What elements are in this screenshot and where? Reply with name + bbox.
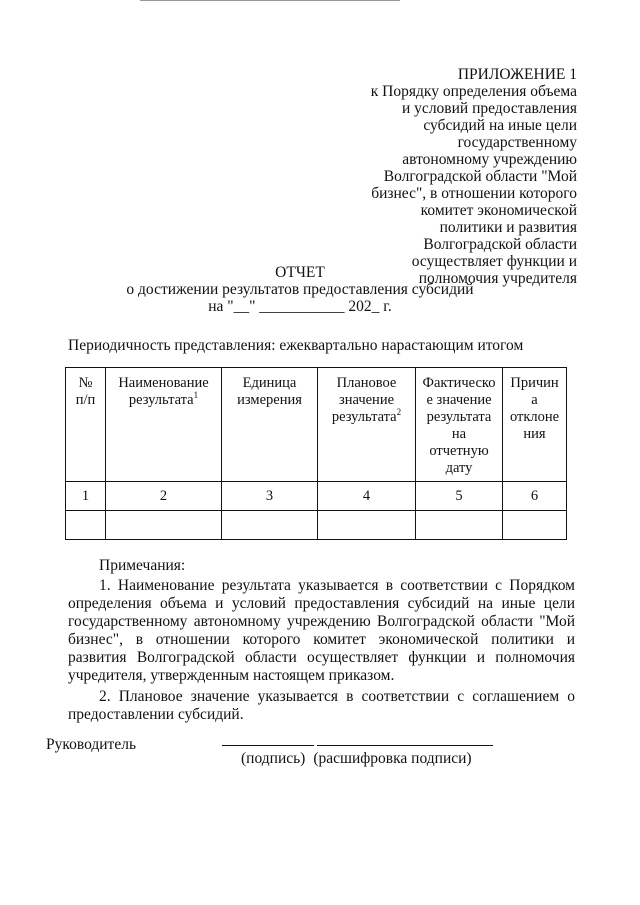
header-result-name-label: Наименование результата <box>118 375 209 408</box>
annex-line: осуществляет функции и <box>411 253 577 270</box>
header-cell <box>318 368 416 482</box>
annex-line: Волгоградской области "Мой <box>383 168 577 185</box>
empty-cell <box>222 511 318 540</box>
header-cell <box>106 368 222 482</box>
annex-line: субсидий на иные цели <box>423 117 577 134</box>
header-number-label: № п/п <box>75 375 96 408</box>
signature-captions <box>241 750 472 767</box>
column-number-cell: 4 <box>318 482 416 511</box>
header-cell <box>66 368 106 482</box>
column-number-cell: 5 <box>416 482 503 511</box>
periodicity-text: Периодичность представления: ежеквартально нарастающим итогом <box>68 337 524 354</box>
report-date-line: на "__" ___________ 202_ г. <box>208 298 392 315</box>
annex-line: Волгоградской области <box>423 236 577 253</box>
annex-line: комитет экономической <box>420 202 577 219</box>
header-cell <box>503 368 567 482</box>
transcript-line <box>317 745 493 746</box>
note-item: 2. Плановое значение указывается в соответствии с соглашением о предоставлении субсидий. <box>68 688 575 723</box>
annex-line: полномочия учредителя <box>418 270 577 287</box>
empty-cell <box>66 511 106 540</box>
column-number-cell: 3 <box>222 482 318 511</box>
annex-line: политики и развития <box>439 219 577 236</box>
report-heading <box>0 264 600 315</box>
footnote-marker: 2 <box>396 407 402 417</box>
annex-block <box>340 66 577 287</box>
empty-cell <box>416 511 503 540</box>
table-header-row <box>66 368 567 482</box>
notes-heading: Примечания: <box>99 557 186 574</box>
empty-cell <box>318 511 416 540</box>
header-cell <box>416 368 503 482</box>
empty-cell <box>106 511 222 540</box>
note-item: 1. Наименование результата указывается в соответствии с Порядком определения объема и условий предоставления субсидий на иные цели государственному автономному учреждению Волгоградской области "Мой бизнес", в отношении которого комитет экономической политики и развития Волгоградской области осуществляет функции и полномочия учредителя, утвержденным настоящем приказом. <box>68 577 575 684</box>
notes-section <box>68 557 575 724</box>
footnote-marker: 1 <box>193 390 199 400</box>
header-deviation-reason-label: Причин а отклоне ния <box>509 375 560 442</box>
table-empty-row <box>66 511 567 540</box>
annex-line: автономному учреждению <box>402 151 577 168</box>
empty-cell <box>503 511 567 540</box>
header-cell <box>222 368 318 482</box>
annex-title: ПРИЛОЖЕНИЕ 1 <box>457 66 577 83</box>
scan-top-rule <box>140 0 400 1</box>
signature-caption: (подпись) <box>241 750 306 767</box>
transcript-caption: (расшифровка подписи) <box>313 750 472 767</box>
report-subtitle: о достижении результатов предоставления субсидий <box>126 281 474 298</box>
table-column-number-row <box>66 482 567 511</box>
signatory-label: Руководитель <box>46 736 137 753</box>
report-title: ОТЧЕТ <box>275 264 325 281</box>
annex-line: бизнес", в отношении которого <box>371 185 577 202</box>
annex-line: государственному <box>457 134 577 151</box>
column-number-cell: 6 <box>503 482 567 511</box>
column-number-cell: 1 <box>66 482 106 511</box>
column-number-cell: 2 <box>106 482 222 511</box>
annex-line: и условий предоставления <box>402 100 577 117</box>
signature-line <box>222 745 314 746</box>
annex-line: к Порядку определения объема <box>370 83 577 100</box>
report-table <box>65 367 567 540</box>
header-actual-value-label: Фактическо е значение результата на отчетную дату <box>422 375 496 476</box>
header-unit-label: Единица измерения <box>237 375 302 408</box>
header-planned-value-label: Плановое значение результата <box>331 375 397 425</box>
